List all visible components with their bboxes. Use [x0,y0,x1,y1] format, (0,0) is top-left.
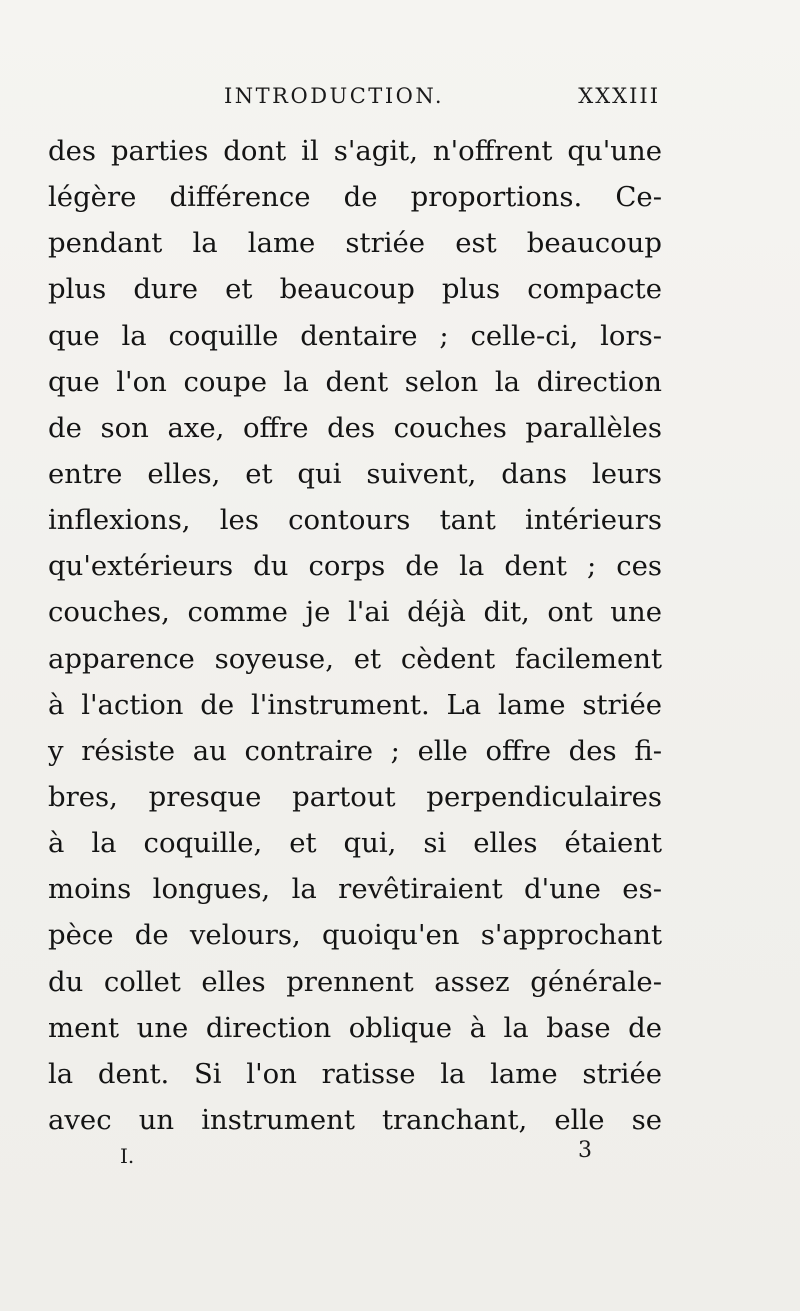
page-footer [48,1138,660,1172]
page-number: XXXIII [578,84,660,108]
text-line: plus dure et beaucoup plus compacte [48,273,662,306]
text-line: couches, comme je l'ai déjà dit, ont une [48,596,662,629]
body-text [48,128,662,1143]
text-line: ment une direction oblique à la base de [48,1011,662,1044]
text-line: des parties dont il s'agit, n'offrent qu'une [48,135,662,167]
sheet-number: 3 [578,1138,592,1163]
text-line: à la coquille, et qui, si elles étaient [48,827,662,860]
text-line: que l'on coupe la dent selon la direction [48,365,662,398]
text-line: que la coquille dentaire ; celle-ci, lors- [48,319,662,352]
text-line: du collet elles prennent assez générale- [48,965,662,998]
text-line: apparence soyeuse, et cèdent facilement [48,642,662,675]
text-line: qu'extérieurs du corps de la dent ; ces [48,550,662,583]
text-line: inflexions, les contours tant intérieurs [48,504,662,537]
text-line: avec un instrument tranchant, elle se [48,1103,662,1136]
text-line: pèce de velours, quoiqu'en s'approchant [48,919,662,952]
signature-mark: I. [120,1144,135,1168]
running-head: INTRODUCTION. [224,84,445,108]
text-line: à l'action de l'instrument. La lame striée [48,688,662,721]
text-line: la dent. Si l'on ratisse la lame striée [48,1057,662,1090]
text-line: de son axe, offre des couches parallèles [48,411,662,444]
text-line: bres, presque partout perpendiculaires [48,780,662,813]
text-line: entre elles, et qui suivent, dans leurs [48,457,662,490]
page-header [48,74,660,114]
text-line: pendant la lame striée est beaucoup [48,227,662,260]
text-line: y résiste au contraire ; elle offre des fi- [48,734,662,767]
text-line: moins longues, la revêtiraient d'une es- [48,873,662,906]
text-line: légère différence de proportions. Ce- [48,181,662,214]
